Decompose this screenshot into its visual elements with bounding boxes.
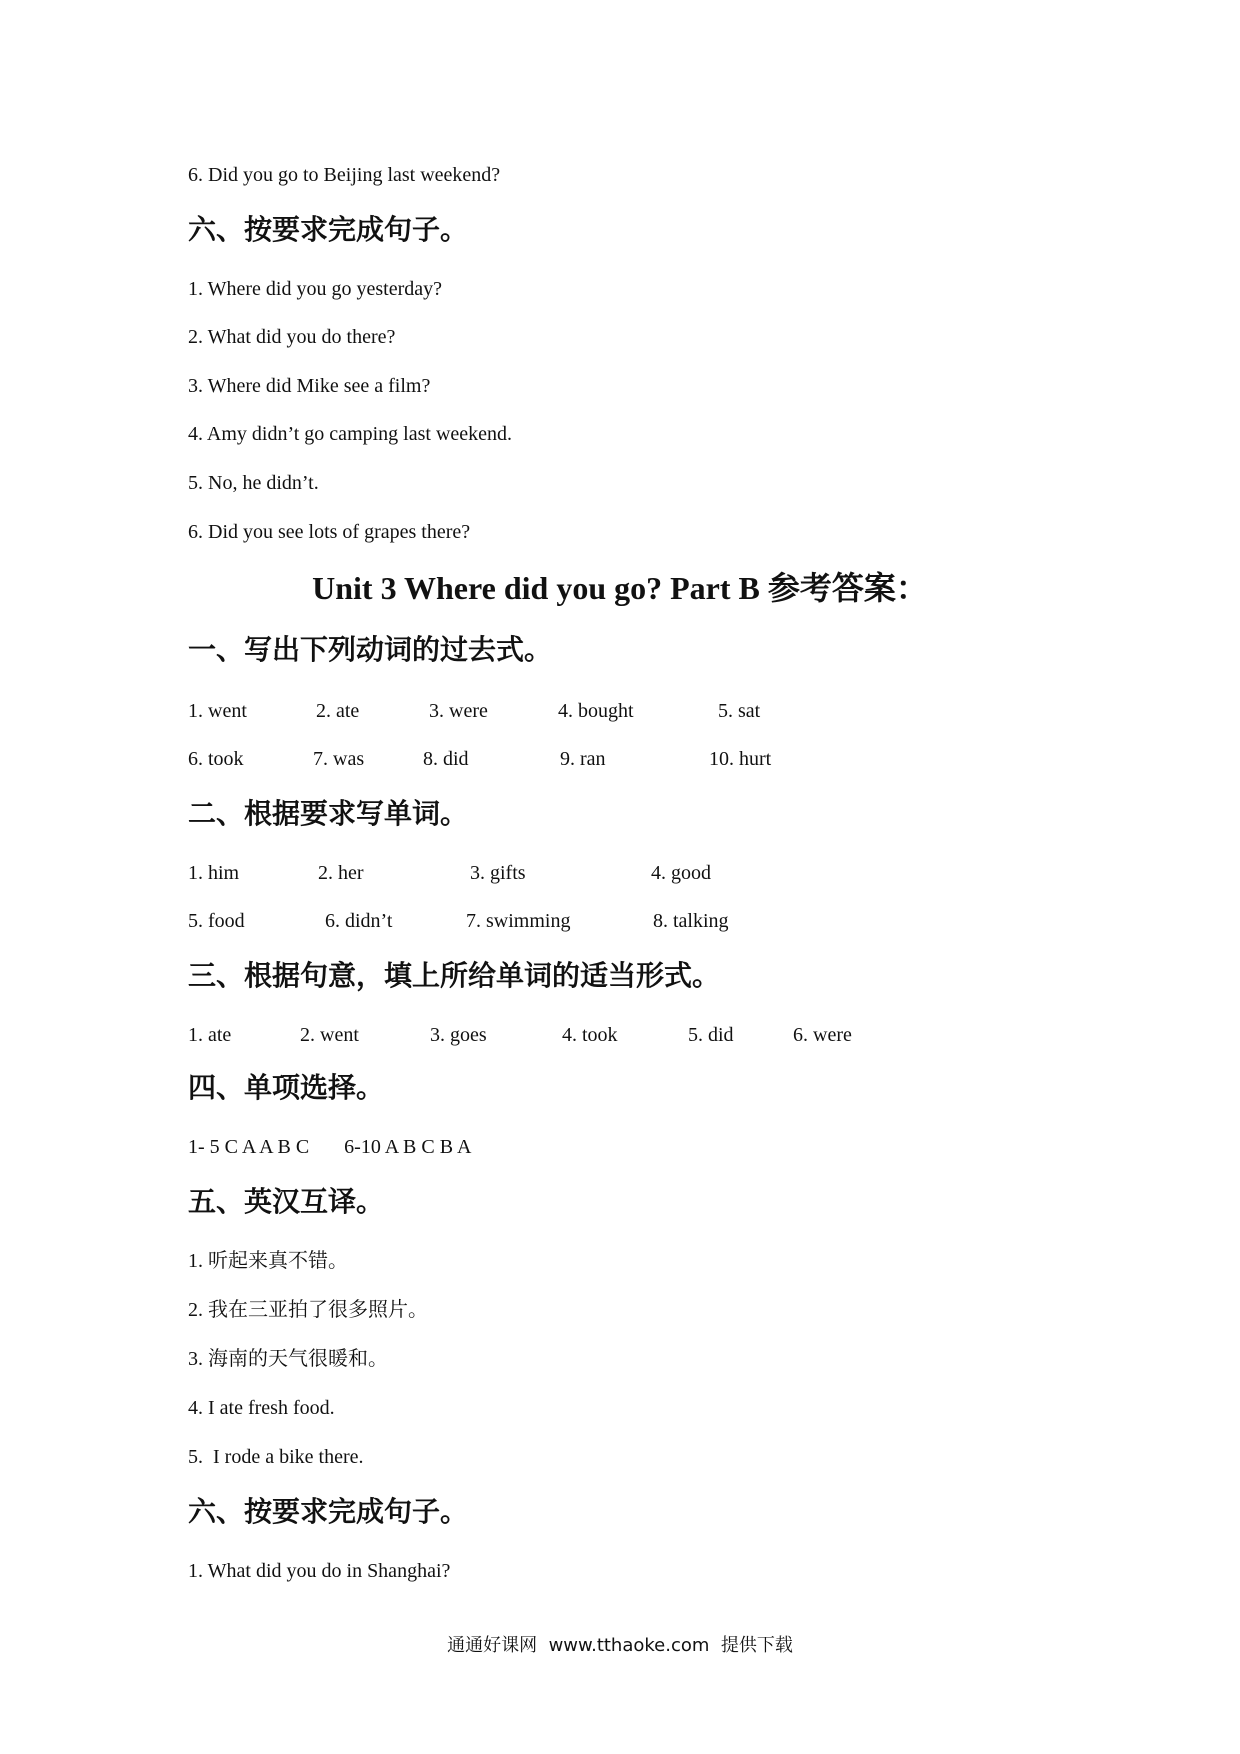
answer-line: 2. What did you do there?: [188, 326, 396, 348]
section-heading: 二、根据要求写单词。: [188, 797, 469, 830]
answer-line: 2. 我在三亚拍了很多照片。: [188, 1299, 428, 1321]
answer-line: 4. I ate fresh food.: [188, 1397, 335, 1419]
answer-line: 3. Where did Mike see a film?: [188, 375, 431, 397]
answer-cell: 4. took: [562, 1024, 618, 1046]
answer-cell: 8. talking: [653, 910, 729, 932]
answer-line: 1. Where did you go yesterday?: [188, 278, 442, 300]
answer-cell: 3. gifts: [470, 862, 526, 884]
section-heading: 三、根据句意，填上所给单词的适当形式。: [188, 959, 721, 992]
answer-line: 1. 听起来真不错。: [188, 1250, 348, 1272]
section-heading: 一、写出下列动词的过去式。: [188, 633, 553, 666]
answer-cell: 7. was: [313, 748, 365, 770]
answer-cell: 3. were: [429, 700, 488, 722]
section-heading: 四、单项选择。: [188, 1071, 385, 1104]
answer-line: 1- 5 C A A B C 6-10 A B C B A: [188, 1136, 472, 1158]
answer-cell: 7. swimming: [466, 910, 571, 932]
answer-cell: 8. did: [423, 748, 469, 770]
answer-line: 6. Did you go to Beijing last weekend?: [188, 164, 501, 186]
answer-cell: 3. goes: [430, 1024, 487, 1046]
answer-cell: 5. sat: [718, 700, 761, 722]
answer-cell: 2. ate: [316, 700, 360, 722]
answer-cell: 10. hurt: [709, 748, 772, 770]
page-title: Unit 3 Where did you go? Part B 参考答案：: [312, 570, 928, 606]
answer-cell: 4. bought: [558, 700, 634, 722]
answer-cell: 5. food: [188, 910, 245, 932]
answer-line: 5. No, he didn’t.: [188, 472, 319, 494]
section-heading: 六、按要求完成句子。: [188, 1495, 469, 1528]
answer-cell: 5. did: [688, 1024, 734, 1046]
answer-cell: 1. went: [188, 700, 247, 722]
answer-line: 6. Did you see lots of grapes there?: [188, 521, 471, 543]
answer-cell: 2. her: [318, 862, 364, 884]
answer-line: 1. What did you do in Shanghai?: [188, 1560, 451, 1582]
answer-cell: 6. were: [793, 1024, 852, 1046]
answer-cell: 4. good: [651, 862, 711, 884]
answer-line: 3. 海南的天气很暖和。: [188, 1348, 388, 1370]
section-heading: 六、按要求完成句子。: [188, 213, 469, 246]
answer-cell: 1. him: [188, 862, 240, 884]
answer-line: 5. I rode a bike there.: [188, 1446, 364, 1468]
answer-cell: 6. took: [188, 748, 244, 770]
answer-cell: 9. ran: [560, 748, 606, 770]
section-heading: 五、英汉互译。: [188, 1185, 385, 1218]
answer-line: 4. Amy didn’t go camping last weekend.: [188, 423, 513, 445]
page-footer: 通通好课网 www.tthaoke.com 提供下载: [447, 1635, 793, 1656]
answer-cell: 1. ate: [188, 1024, 232, 1046]
answer-cell: 6. didn’t: [325, 910, 393, 932]
answer-cell: 2. went: [300, 1024, 359, 1046]
